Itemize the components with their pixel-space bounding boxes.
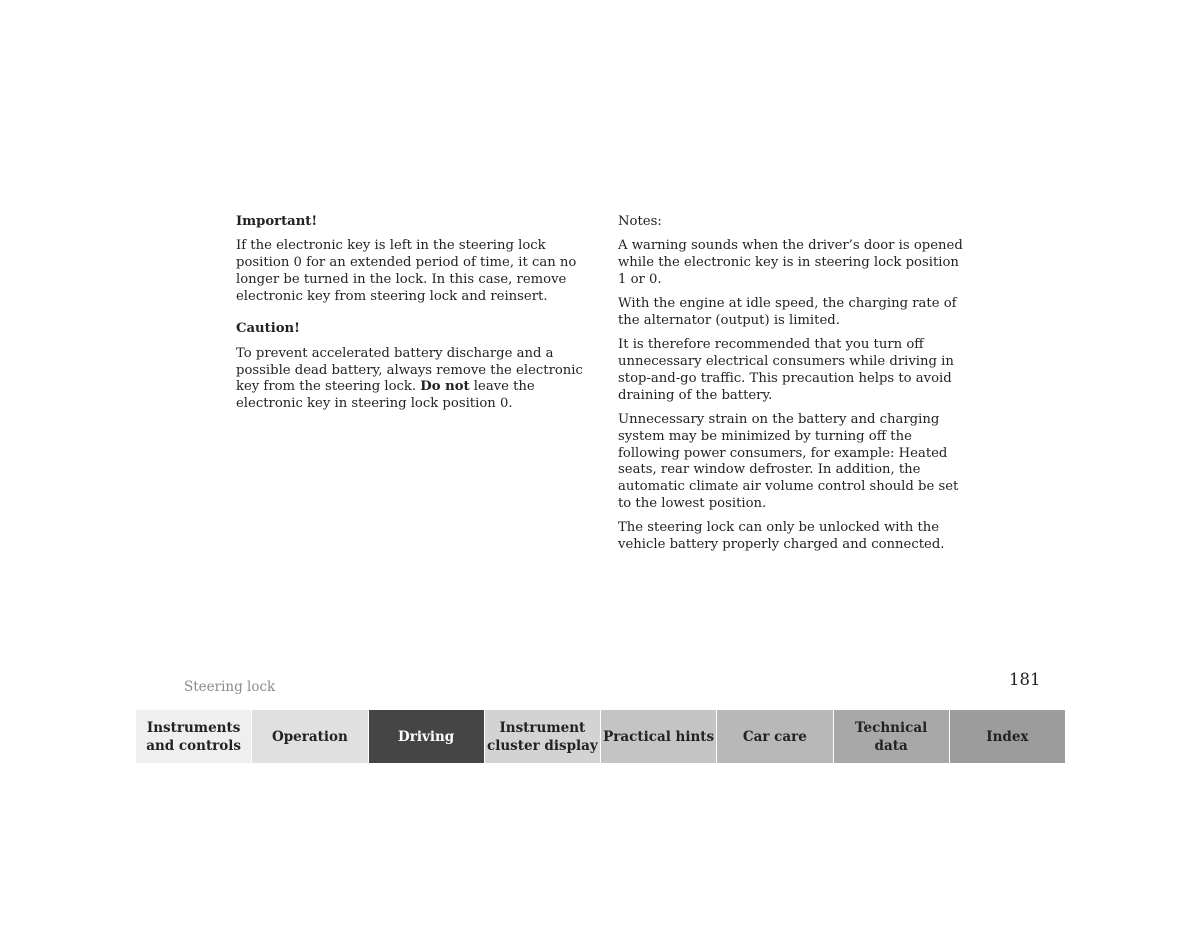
important-text: If the electronic key is left in the steering lock position 0 for an extended period of time, it can no longer be turned in the lock. In this case, remove electronic key from steering lock and reinsert. (236, 238, 577, 304)
note-paragraph: It is therefore recommended that you turn off unnecessary electrical consumers while driving in stop-and-go traffic. This precaution helps to avoid draining of the battery. (618, 337, 954, 403)
note-paragraph: A warning sounds when the driver’s door is opened while the electronic key is in steering lock position 1 or 0. (618, 238, 963, 287)
page-number: 181 (1009, 670, 1041, 689)
note-paragraph: Unnecessary strain on the battery and charging system may be minimized by turning off the following power consumers, for example: Heated seats, rear window defroster. In addition, the automatic climate air volume control should be set to the lowest position. (618, 411, 959, 511)
caution-text-after: leave the electronic key in steering lock position 0. (236, 379, 535, 412)
important-heading: Important! (236, 214, 318, 229)
caution-text-before: To prevent accelerated battery discharge and a possible dead battery, always remove the electronic key from the steering lock. (236, 345, 583, 395)
notes-heading: Notes: (618, 214, 662, 229)
tab-instrument-cluster-display[interactable]: Instrument cluster display (485, 710, 601, 763)
left-column (236, 214, 588, 420)
tab-driving[interactable]: Driving (369, 710, 485, 763)
note-paragraph: With the engine at idle speed, the charging rate of the alternator (output) is limited. (618, 296, 957, 328)
tab-practical-hints[interactable]: Practical hints (601, 710, 717, 763)
chapter-tab-bar (136, 710, 1065, 763)
note-paragraph: The steering lock can only be unlocked with the vehicle battery properly charged and connected. (618, 520, 945, 553)
tab-operation[interactable]: Operation (252, 710, 368, 763)
section-title: Steering lock (184, 679, 276, 695)
caution-heading: Caution! (236, 321, 300, 337)
tab-index[interactable]: Index (950, 710, 1065, 763)
tab-technical-data[interactable]: Technical data (834, 710, 950, 763)
tab-car-care[interactable]: Car care (717, 710, 833, 763)
caution-text (236, 346, 588, 413)
caution-text-bold: Do not (420, 379, 470, 395)
right-column (618, 214, 970, 561)
tab-instruments-and-controls[interactable]: Instruments and controls (136, 710, 252, 763)
